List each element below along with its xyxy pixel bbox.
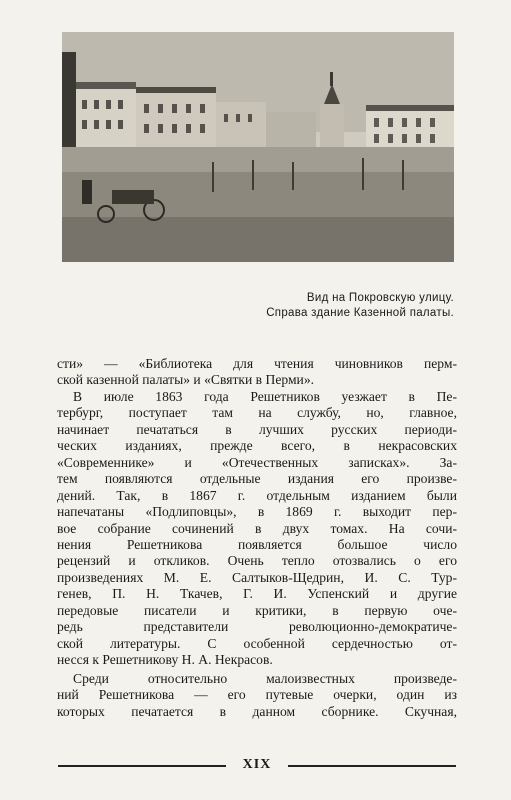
footer-rule-right	[288, 765, 456, 767]
street-scene-illustration	[62, 32, 454, 262]
paragraph	[57, 356, 457, 389]
text-line: ний Решетникова — его путевые очерки, один из	[57, 687, 457, 703]
text-line: тем появляются отдельные издания его произве-	[57, 471, 457, 487]
text-line: вое собрание сочинений в двух томах. На сочи-	[57, 520, 457, 536]
text-line: напечатаны «Подлиповцы», в 1869 г. выходит пер-	[57, 504, 457, 520]
text-line: генев, П. Н. Ткачев, Г. И. Успенский и другие	[57, 586, 457, 602]
text-line: ской литературы. С особенной сердечностью от-	[57, 635, 457, 651]
page-number: XIX	[242, 757, 272, 772]
paragraph	[57, 389, 457, 669]
text-line: несся к Решетникову Н. А. Некрасов.	[57, 652, 273, 668]
street-photograph	[62, 32, 454, 262]
page-footer	[58, 756, 456, 776]
text-line: ской казенной палаты» и «Святки в Перми».	[57, 372, 315, 388]
text-line: которых печатается в данном сборнике. Скучная,	[57, 703, 457, 719]
paragraph	[57, 671, 457, 720]
text-line: В июле 1863 года Решетников уезжает в Пе-	[73, 388, 457, 404]
text-line: Среди относительно малоизвестных произведе-	[73, 670, 457, 686]
text-line: «Современнике» и «Отечественных записках». За-	[57, 454, 457, 470]
text-line: редь представители революционно-демократиче-	[57, 619, 457, 635]
caption-line: Вид на Покровскую улицу.	[306, 292, 454, 304]
text-line: рецензий и откликов. Очень тепло отозвались о его	[57, 553, 457, 569]
text-line: сти» — «Библиотека для чтения чиновников перм-	[57, 356, 457, 371]
text-line: начинает печататься в лучших русских периоди-	[57, 421, 457, 437]
text-line: передовые писатели и критики, в первую оче-	[57, 602, 457, 618]
caption-line: Справа здание Казенной палаты.	[266, 307, 454, 319]
text-line: произведениях М. Е. Салтыков-Щедрин, И. С. Тур-	[57, 569, 457, 585]
text-line: ческих изданиях, прежде всего, в некрасовских	[57, 438, 457, 454]
text-line: тербург, поступает там на службу, но, главное,	[57, 405, 457, 421]
text-line: нения Решетникова появляется большое число	[57, 536, 457, 552]
text-line: дений. Так, в 1867 г. отдельным изданием были	[57, 487, 457, 503]
photo-caption	[62, 291, 454, 321]
body-text	[57, 356, 457, 720]
